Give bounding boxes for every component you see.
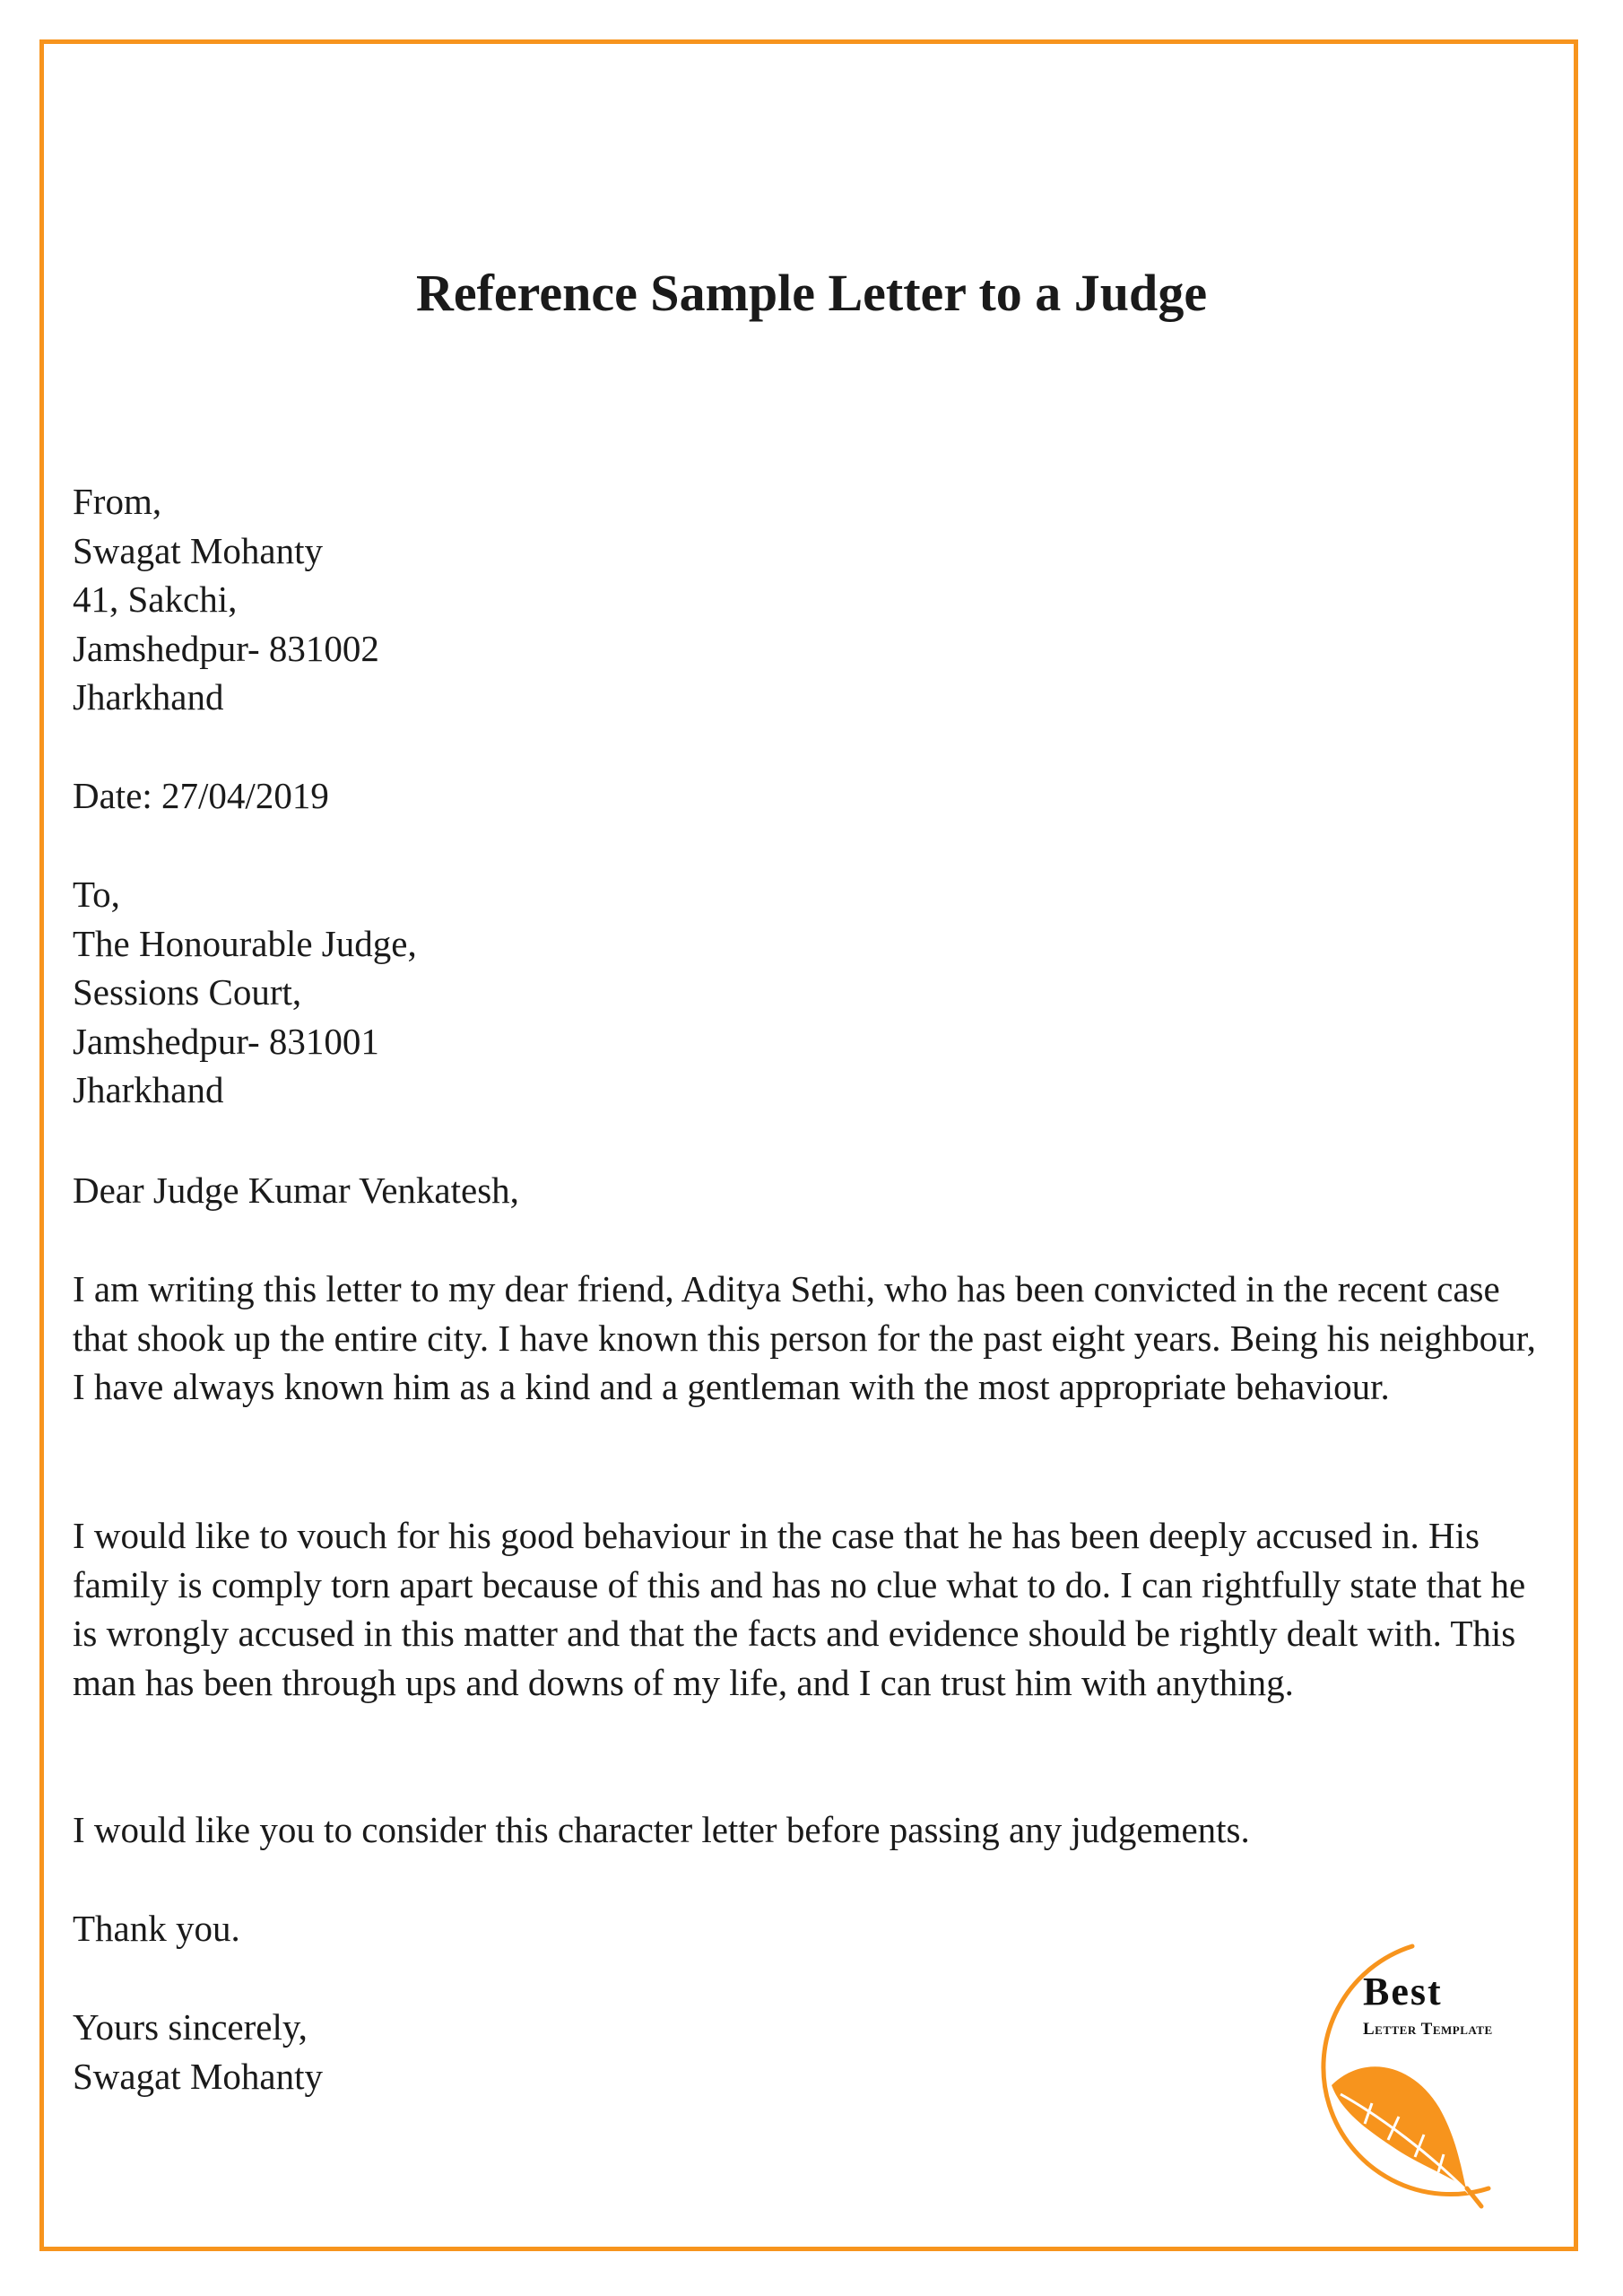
signature-name: Swagat Mohanty [73, 2055, 323, 2097]
recipient-court: Sessions Court, [73, 971, 302, 1013]
salutation: Dear Judge Kumar Venkatesh, [73, 1170, 519, 1211]
salutation-block [73, 1166, 1543, 1215]
recipient-label: To, [73, 874, 120, 915]
date-block [73, 771, 1543, 821]
logo-tagline: Letter Template [1363, 2020, 1493, 2039]
sender-label: From, [73, 481, 162, 522]
brand-logo [1255, 1919, 1578, 2215]
paragraph-1: I am writing this letter to my dear friend, Aditya Sethi, who has been convicted in the recent case that shook up the entire city. I have known this person for the past eight years. Being his neighbour, I have always known him as a kind and a gentleman with the most appropriate behaviour. [73, 1268, 1536, 1407]
paragraph-2: I would like to vouch for his good behaviour in the case that he has been deeply accused in. His family is comply torn apart because of this and has no clue what to do. I can rightfully state that he is wrongly accused in this matter and that the facts and evidence should be rightly dealt with. This man has been through ups and downs of my life, and I can trust him with anything. [73, 1515, 1526, 1703]
recipient-block [73, 870, 1543, 1115]
letter-date: Date: 27/04/2019 [73, 775, 329, 816]
sender-address-line-1: 41, Sakchi, [73, 578, 238, 620]
logo-brand-text: Best [1363, 1970, 1443, 2013]
sender-address-line-2: Jamshedpur- 831002 [73, 627, 379, 669]
sender-block [73, 477, 1543, 722]
sender-state: Jharkhand [73, 676, 224, 718]
paragraph-3: I would like you to consider this character letter before passing any judgements. [73, 1809, 1250, 1850]
recipient-state: Jharkhand [73, 1069, 224, 1110]
sender-name: Swagat Mohanty [73, 529, 323, 571]
recipient-title: The Honourable Judge, [73, 922, 417, 964]
closing-line: Yours sincerely, [73, 2006, 308, 2048]
letter-title: Reference Sample Letter to a Judge [415, 264, 1208, 322]
thanks-line: Thank you. [73, 1908, 240, 1949]
feather-icon [1255, 1919, 1578, 2215]
recipient-address: Jamshedpur- 831001 [73, 1020, 379, 1062]
